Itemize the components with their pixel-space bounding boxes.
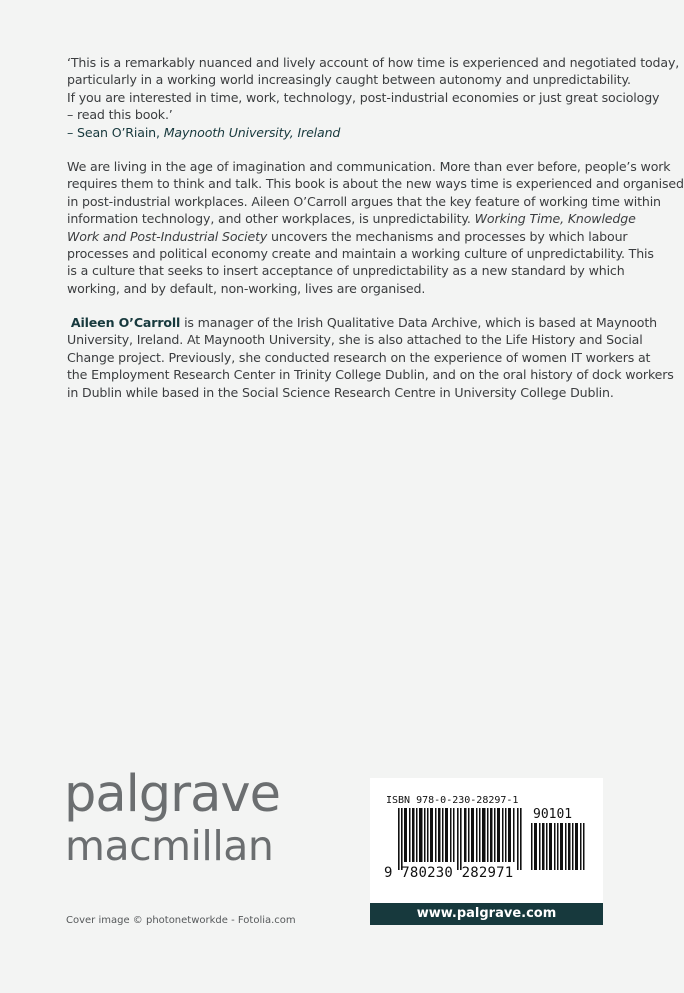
logo-palgrave: palgrave: [64, 765, 280, 824]
bio-line: University, Ireland. At Maynooth University, she is also attached to the Life History and Social: [67, 332, 643, 348]
description-text: information technology, and other workplaces, is unpredictability.: [67, 211, 475, 227]
description-line: working, and by default, non-working, lives are organised.: [67, 280, 426, 296]
bio-line: in Dublin while based in the Social Science Research Centre in University College Dublin.: [67, 384, 614, 400]
attribution-name: – Sean O’Riain,: [67, 124, 164, 140]
quote-attribution: [67, 124, 612, 141]
description-line: requires them to think and talk. This book is about the new ways time is experienced and organised: [67, 176, 684, 192]
description-line: is a culture that seeks to insert acceptance of unpredictability as a new standard by which: [67, 263, 625, 279]
logo-macmillan: macmillan: [65, 822, 274, 870]
bio-line: [67, 314, 657, 331]
barcode-bars: [398, 808, 522, 870]
attribution-affiliation: Maynooth University, Ireland: [163, 124, 341, 140]
isbn-barcode: [370, 778, 603, 903]
quote-line: If you are interested in time, work, technology, post-industrial economies or just great sociology: [67, 89, 660, 105]
author-bio: [67, 314, 674, 401]
author-name: Aileen O’Carroll: [70, 315, 181, 330]
description-line: in post-industrial workplaces. Aileen O’Carroll argues that the key feature of working time within: [67, 193, 661, 209]
description-line: [67, 228, 628, 245]
publisher-website[interactable]: www.palgrave.com: [370, 903, 603, 925]
book-description: [67, 158, 684, 297]
barcode-addon-number: 90101: [533, 807, 573, 822]
bio-text: is manager of the Irish Qualitative Data Archive, which is based at Maynooth: [180, 315, 657, 330]
description-line: processes and political economy create and maintain a working culture of unpredictability. This: [67, 246, 654, 262]
quote-line: ‘This is a remarkably nuanced and lively account of how time is experienced and negotiated today,: [67, 55, 680, 70]
barcode-addon-bars: [531, 823, 585, 870]
quote-line: particularly in a working world increasingly caught between autonomy and unpredictability.: [67, 72, 631, 88]
description-text: uncovers the mechanisms and processes by which labour: [267, 228, 628, 244]
book-title: Work and Post-Industrial Society: [67, 228, 268, 244]
book-title: Working Time, Knowledge: [474, 211, 636, 227]
quote-line: – read this book.’: [67, 107, 173, 123]
publisher-logo: [64, 766, 280, 868]
isbn-label: ISBN 978-0-230-28297-1: [386, 795, 519, 806]
bio-line: the Employment Research Center in Trinity College Dublin, and on the oral history of dock workers: [67, 367, 674, 383]
cover-image-credit: Cover image © photonetworkde - Fotolia.com: [66, 915, 296, 926]
endorsement-quote: [67, 54, 680, 141]
description-line: We are living in the age of imagination and communication. More than ever before, people’s work: [67, 159, 671, 174]
barcode-number: 9 780230 282971: [384, 865, 514, 881]
description-line: [67, 210, 636, 227]
bio-line: Change project. Previously, she conducted research on the experience of women IT workers at: [67, 349, 651, 365]
